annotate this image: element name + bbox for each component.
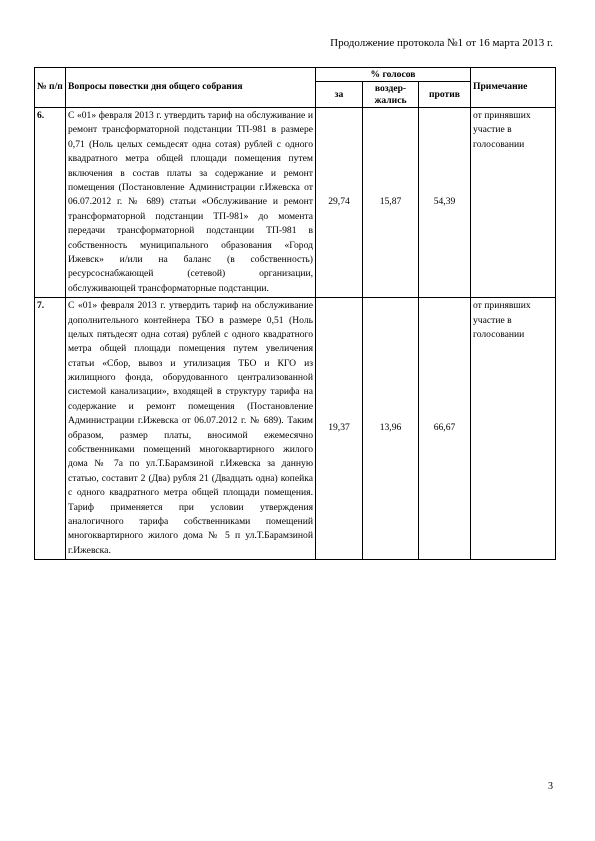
column-header-against: против [419, 82, 471, 108]
votes-against-value: 54,39 [419, 108, 471, 298]
protocol-continuation-header: Продолжение протокола №1 от 16 марта 2013 г. [330, 37, 553, 49]
column-header-note: Примечание [471, 68, 556, 108]
votes-abstain-value: 15,87 [363, 108, 419, 298]
column-header-question: Вопросы повестки дня общего собрания [66, 68, 316, 108]
votes-against-value: 66,67 [419, 298, 471, 560]
agenda-question-text: С «01» февраля 2013 г. утвердить тариф на обслуживание дополнительного контейнера ТБО в размере 0,51 (Ноль целых пятьдесят одна сотая) рублей с одного квадратного метра общей площади помещения путем увеличения статьи «Сбор, вывоз и утилизация ТБО и КГО из жилищного фонда, оборудованного централизованной системой канализации», входящей в структуру тарифа на содержание и ремонт помещения (Постановление Администрации г.Ижевска от 06.07.2012 г. № 689). Таким образом, размер платы, вносимой ежемесячно собственниками помещений многоквартирного жилого дома № 7а по ул.Т.Барамзиной г.Ижевска за данную статью, составит 2 (Два) рубля 21 (Двадцать одна) копейка с одного квадратного метра общей площади помещения. Тариф применяется при условии утверждения аналогичного тарифа собственниками помещений многоквартирного жилого дома № 5 п ул.Т.Барамзиной г.Ижевска. [66, 298, 316, 560]
table-row [35, 298, 556, 560]
row-number: 7. [35, 298, 66, 560]
table-header-row-1 [35, 68, 556, 82]
note-text: от принявших участие в голосовании [471, 108, 556, 298]
agenda-votes-table [34, 67, 556, 560]
votes-abstain-value: 13,96 [363, 298, 419, 560]
column-header-votes-percent: % голосов [316, 68, 471, 82]
page-number: 3 [548, 781, 553, 792]
column-header-abstain: воздер-жались [363, 82, 419, 108]
column-header-number: № п/п [35, 68, 66, 108]
agenda-question-text: С «01» февраля 2013 г. утвердить тариф на обслуживание и ремонт трансформаторной подстанции ТП-981 в размере 0,71 (Ноль целых семьдесят одна сотая) рублей с одного квадратного метра общей площади помещения путем включения в состав платы за содержание и ремонт помещения (Постановление Администрации г.Ижевска от 06.07.2012 г. № 689) статьи «Обслуживание и ремонт трансформаторной подстанции ТП-981» до момента передачи трансформаторной подстанции ТП-981 в собственность муниципального образования «Город Ижевск» и/или на баланс (в собственность) ресурсоснабжающей (сетевой) организации, обслуживающей трансформаторные подстанции. [66, 108, 316, 298]
column-header-for: за [316, 82, 363, 108]
votes-for-value: 29,74 [316, 108, 363, 298]
table-row [35, 108, 556, 298]
row-number: 6. [35, 108, 66, 298]
note-text: от принявших участие в голосовании [471, 298, 556, 560]
votes-for-value: 19,37 [316, 298, 363, 560]
